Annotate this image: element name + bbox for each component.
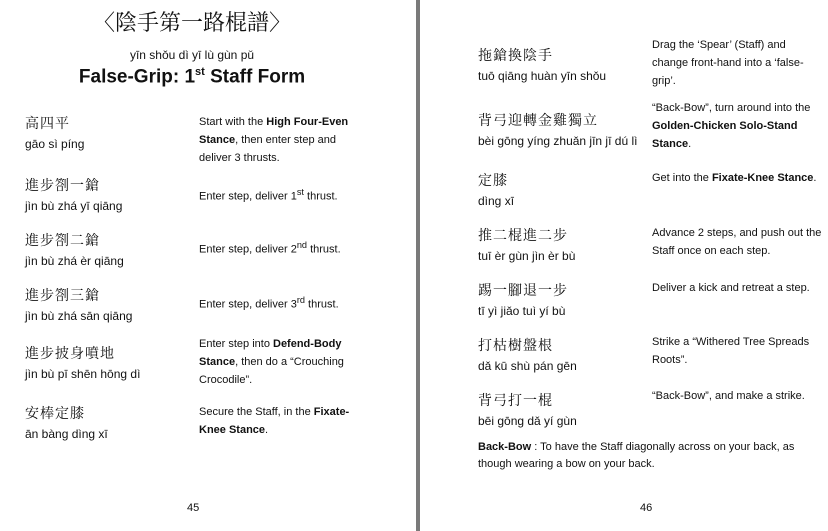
entry-english-text: thrust. — [307, 243, 341, 256]
title-english-prefix: False-Grip: 1 — [78, 66, 196, 88]
entry-english-text: thrust. — [303, 190, 338, 203]
entry-english — [199, 113, 369, 167]
entry-english: Strike a “Withered Tree Spreads Roots”. — [652, 336, 810, 366]
entry-chinese: 進步劄三鎗 — [25, 288, 100, 304]
entry-pinyin: bèi gōng yíng zhuǎn jīn jī dú lì — [478, 134, 638, 148]
entry-english: “Back-Bow”, and make a strike. — [652, 390, 805, 402]
entry-pinyin: tī yì jiǎo tuì yí bù — [478, 304, 566, 318]
entry-english — [652, 99, 822, 153]
entry-chinese: 拖鎗換陰手 — [478, 48, 553, 64]
entry-english — [199, 183, 369, 206]
entry-chinese: 定膝 — [478, 173, 508, 189]
entry-chinese: 推二棍進二步 — [478, 228, 568, 244]
entry-pinyin: ān bàng dìng xī — [25, 427, 108, 441]
entry-english-bold: High Four-Even Stance — [199, 116, 349, 146]
entry-english-text: Enter step, deliver 2 — [199, 243, 297, 256]
entry-english — [199, 236, 369, 259]
entry-english-text: . — [688, 138, 692, 150]
entry-english — [199, 335, 369, 389]
title-english-sup: st — [195, 66, 205, 78]
entry-english-text: Enter step, deliver 1 — [199, 190, 297, 203]
note-text: : To have the Staff diagonally across on your back, as though wearing a bow on your back. — [478, 441, 795, 470]
entry-english-sup: rd — [296, 295, 305, 305]
entry-english-sup: nd — [296, 240, 308, 250]
entry-english-text: , then do a “Crouching Crocodile”. — [199, 356, 344, 386]
entry-chinese: 打枯樹盤根 — [478, 338, 553, 354]
entry-english — [199, 291, 369, 314]
entry-chinese: 進步披身噴地 — [25, 346, 115, 362]
entry-pinyin: tuō qiāng huàn yīn shǒu — [478, 69, 607, 83]
entry-pinyin: jìn bù zhá yī qiāng — [25, 199, 123, 213]
entry-chinese: 進步劄一鎗 — [25, 178, 100, 194]
entry-english — [199, 403, 369, 439]
entry-pinyin: tuī èr gùn jìn èr bù — [478, 249, 576, 263]
entry-english-bold: Fixate-Knee Stance — [199, 406, 350, 436]
entry-english-text: “Back-Bow”, turn around into the — [652, 102, 811, 114]
entry-english-text: Enter step, deliver 3 — [199, 298, 297, 311]
page-number: 46 — [640, 502, 653, 514]
title-chinese: 〈陰手第一路棍譜〉 — [92, 11, 291, 36]
entry-english: Drag the ‘Spear’ (Staff) and change front-hand into a ‘false-grip’. — [652, 39, 804, 87]
note-term: Back-Bow — [478, 441, 532, 453]
entry-chinese: 背弓打一棍 — [478, 393, 553, 409]
entry-chinese: 進步劄二鎗 — [25, 233, 100, 249]
entry-english-bold: Defend-Body Stance — [199, 338, 342, 368]
entry-english: Advance 2 steps, and push out the Staff once on each step. — [652, 227, 822, 257]
entry-pinyin: jìn bù zhá sān qiāng — [25, 309, 133, 323]
entry-chinese: 安棒定膝 — [25, 406, 85, 422]
entry-chinese: 高四平 — [25, 116, 70, 132]
entry-english-text: Enter step into — [199, 338, 273, 350]
entry-english-sup: st — [296, 187, 304, 197]
title-english — [0, 66, 384, 88]
entry-chinese: 踢一腳退一步 — [478, 283, 568, 299]
title-pinyin: yīn shǒu dì yī lù gùn pǔ — [129, 48, 255, 62]
entry-english-text: Get into the — [652, 172, 712, 184]
entry-pinyin: gāo sì píng — [25, 137, 85, 151]
entry-pinyin: jìn bù pī shēn hōng dì — [25, 367, 141, 381]
right-page — [420, 0, 828, 531]
entry-english-text: , then enter step and deliver 3 thrusts. — [199, 134, 336, 164]
title-english-suffix: Staff Form — [204, 66, 306, 88]
entry-english-bold: Fixate-Knee Stance — [711, 172, 814, 184]
entry-pinyin: dǎ kū shù pán gēn — [478, 359, 577, 373]
page-number: 45 — [187, 502, 200, 514]
entry-pinyin: bēi gōng dǎ yí gùn — [478, 414, 577, 428]
entry-english-text: . — [265, 424, 269, 436]
back-bow-note — [478, 439, 818, 473]
entry-chinese: 背弓迎轉金雞獨立 — [478, 113, 598, 129]
entry-english: Deliver a kick and retreat a step. — [652, 282, 810, 294]
entry-english-bold: Golden-Chicken Solo-Stand Stance — [652, 120, 798, 150]
entry-pinyin: jìn bù zhá èr qiāng — [25, 254, 124, 268]
entry-english-text: Secure the Staff, in the — [199, 406, 314, 418]
entry-pinyin: dìng xī — [478, 194, 515, 208]
entry-english-text: . — [813, 172, 817, 184]
entry-english — [652, 169, 822, 187]
entry-english-text: thrust. — [305, 298, 339, 311]
entry-english-text: Start with the — [199, 116, 267, 128]
